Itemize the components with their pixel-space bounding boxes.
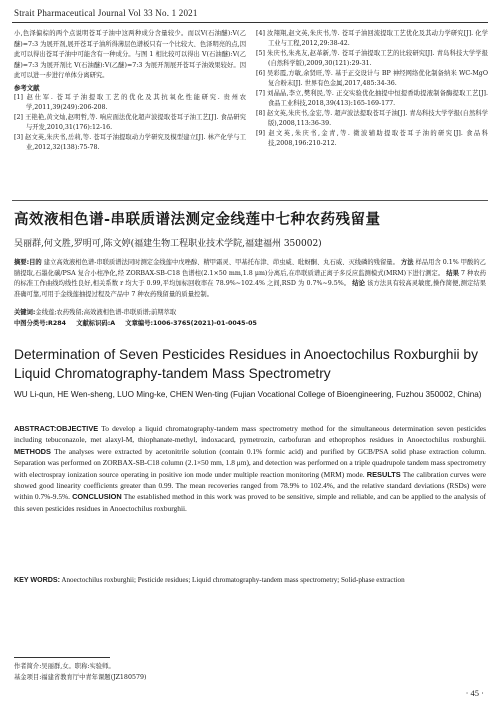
result-label-en: RESULTS	[366, 469, 401, 479]
reference-item: [6] 吴彩霞,方敏,余贤旺,等. 基于正交设计与 BP 神经网络优化制备纳米 WC-MgO 复合粉末[J]. 世界有色金属,2017,485:34-36.	[256, 70, 488, 87]
abstract-label: 摘要:	[14, 259, 30, 266]
article-title-cn: 高效液相色谱-串联质谱法测定金线莲中七种农药残留量	[14, 212, 381, 228]
keywords-cn	[14, 307, 176, 316]
objective-label: 目的	[29, 259, 42, 266]
abstract-cn	[14, 258, 486, 300]
conclusion-label-en: CONCLUSION	[72, 492, 122, 502]
reference-item: [8] 赵文英,朱庆书,金宏,等. 超声波法提取苍耳子油[J]. 青岛科技大学学报(自然科学版),2008,113:36-39.	[256, 110, 488, 127]
section-divider	[12, 200, 488, 201]
footnote-fund: 基金项目:福建省教育厅中青年课题(JZ180579)	[14, 674, 147, 681]
keywords-en	[14, 576, 486, 584]
header-rule	[12, 22, 488, 23]
classification-row	[14, 318, 265, 327]
reference-item: [9] 赵文英,朱庆书,金青,等. 微波辅助提取苍耳子油的研究[J]. 食品科技,2008,196:210-212.	[256, 130, 488, 147]
running-head: Strait Pharmaceutical Journal Vol 33 No. 1 2021	[14, 8, 198, 18]
conclusion-text: 该方法具有较高灵敏度,操作简便,测定结果准确可靠,可用于金线莲抽提过程及产品中 7 种农药残留量的质量控制。	[14, 280, 486, 298]
method-label: 方法	[400, 259, 414, 266]
keywords-text: 金线莲;农药残留;高效液相色谱-串联质谱;前期萃取	[35, 309, 177, 316]
article-title-en: Determination of Seven Pesticides Residues in Anoectochilus Roxburghii by Liquid Chromatography-tandem Mass Spectrometry	[14, 347, 478, 381]
result-text-en: The calibration curves were showed good linearity coefficients greater than 0.99. The mean recoveries ranged from 78.9% to 102.4%, and the relative standard deviations (RSDs) were within 0.7%-9.5%.	[14, 469, 486, 502]
authors-en: WU Li-qun, HE Wen-sheng, LUO Ming-ke, CHEN Wen-ting (Fujian Vocational College of Bioengineering, Fuzhou 350002, China)	[14, 390, 482, 399]
objective-text: 建立高效液相色谱-串联质谱法同时测定金线莲中戊唑醇、精甲霜灵、甲基托布津、茚虫威、吡蚜酮、丸石威、灭线磷的残留量。	[43, 259, 399, 266]
article-id: 文章编号:1006-3765(2021)-01-0045-05	[125, 320, 257, 327]
keywords-label-en: KEY WORDS:	[14, 576, 60, 584]
result-text: 7 种农药的标准工作曲线均线性良好,相关系数 r 均大于 0.99,平均加标回收率在 78.9%~102.4% 之间,RSD 为 0.7%~9.5%。	[14, 269, 486, 288]
left-column	[14, 29, 246, 153]
keywords-label: 关键词:	[14, 309, 36, 316]
reference-item: [2] 王艳艳,黄文灿,赵明哲,等. 响应面法优化超声波提取苍耳子油工艺[J]. 食品研究与开发,2010,31(176):12-16.	[14, 114, 246, 131]
abstract-en	[14, 423, 486, 514]
reference-item: [7] 刘晶晶,李立,樊利民,等. 正交实验优化抽提中恒提香助提液制备酶提取工艺[J]. 食品工业科技,2018,39(413):165-169-177.	[256, 90, 488, 107]
result-label: 结果	[446, 269, 459, 277]
method-text-en: The analyses were extracted by acetonitrile solution (contain 0.1% formic acid) and purified by GCB/PSA solid phase extraction column. Separation was performed on ZORBAX-SB-C18 column (2.1×50 mm, 1.8 μm), and detection was performed on a triple quadrupole tandem mass spectrometry with electrospray ionization source operating in positive ion mode under multiple reaction monitoring (MRM) mode.	[14, 446, 487, 479]
method-text: 样品用含 0.1% 甲酸的乙腈提取,石墨化碳/PSA 复合小柱净化,经 ZORBAX-SB-C18 色谱柱(2.1×50 mm,1.8 μm)分离后,在串联质谱正离子多反应监测模式(MRM)下进行测定。	[14, 259, 486, 277]
conclusion-label: 结论	[352, 280, 366, 288]
right-column	[256, 29, 488, 149]
conclusion-text-en: The established method in this work was proved to be sensitive, simple and reliable, and can be applied to the analysis of this seven pesticides residues in Anoectochilus roxburghii.	[14, 492, 486, 513]
footnote-rule	[14, 657, 110, 658]
references-heading: 参考文献	[14, 83, 40, 92]
objective-text-en: To develop a liquid chromatography-tandem mass spectrometry method for the simultaneous determination seven pesticides including tebuconazole, met alaxyl-M, thiophanate-methyl, indoxacard, pymetrozin, carbofuran and ethoprophos residues in Anoectochilus roxburghii.	[14, 424, 486, 445]
reference-item: [3] 赵文英,朱庆书,岳莉,等. 苍耳子油提取动力学研究及模型建立[J]. 林产化学与工业,2012,32(138):75-78.	[14, 134, 246, 151]
reference-item: [1] 赵仕军. 苍耳子油提取工艺的优化及其抗氧化性能研究. 贵州农学,2011,39(249):206-208.	[14, 94, 246, 111]
method-label-en: METHODS	[14, 446, 51, 456]
footnote-author: 作者简介:吴丽群,女。职称:实验师。	[14, 663, 115, 670]
previous-article-paragraph: 小,色泽偏棕的两个点说明苍耳子油中这两种成分含量较少。而以V(石油醚):V(乙醚)=7:3 为展开剂,展开苍耳子油所得薄层色谱板只有一个比较大、色泽明亮的点,因此可以得出苍耳子油中可能含有一种成分。与图 1 相比较可以得出 V(石油醚):V(乙醚)=7:3 为展开剂比 V(石油醚):V(乙醚)=7:3 为展开剂展开苍耳子油效果较好。因此可以进一步进行单体分离研究。	[14, 30, 246, 79]
page-number: · 45 ·	[465, 688, 484, 698]
keywords-text-en: Anoectochilus roxburghii; Pesticide residues; Liquid chromatography-tandem mass spectrometry; Solid-phase extraction	[61, 576, 405, 584]
classification-number: 中图分类号:R284	[14, 320, 66, 327]
reference-item: [4] 汝翔翔,赵文英,朱庆书,等. 苍耳子油回流提取工艺优化及其动力学研究[J]. 化学工业与工程,2012,29:38-42.	[256, 30, 488, 47]
authors-cn: 吴丽群,何文胜,罗明可,陈文婷(福建生物工程职业技术学院,福建福州 350002)	[14, 239, 322, 249]
objective-label-en: OBJECTIVE	[56, 424, 99, 433]
abstract-label-en: ABSTRACT:	[14, 424, 57, 433]
reference-item: [5] 朱庆书,朱兆友,赵革新,等. 苍耳子油提取工艺的比较研究[J]. 青岛科技大学学报(自然科学版),2009,30(121):29-31.	[256, 50, 488, 67]
document-code: 文献标识码:A	[76, 320, 116, 327]
